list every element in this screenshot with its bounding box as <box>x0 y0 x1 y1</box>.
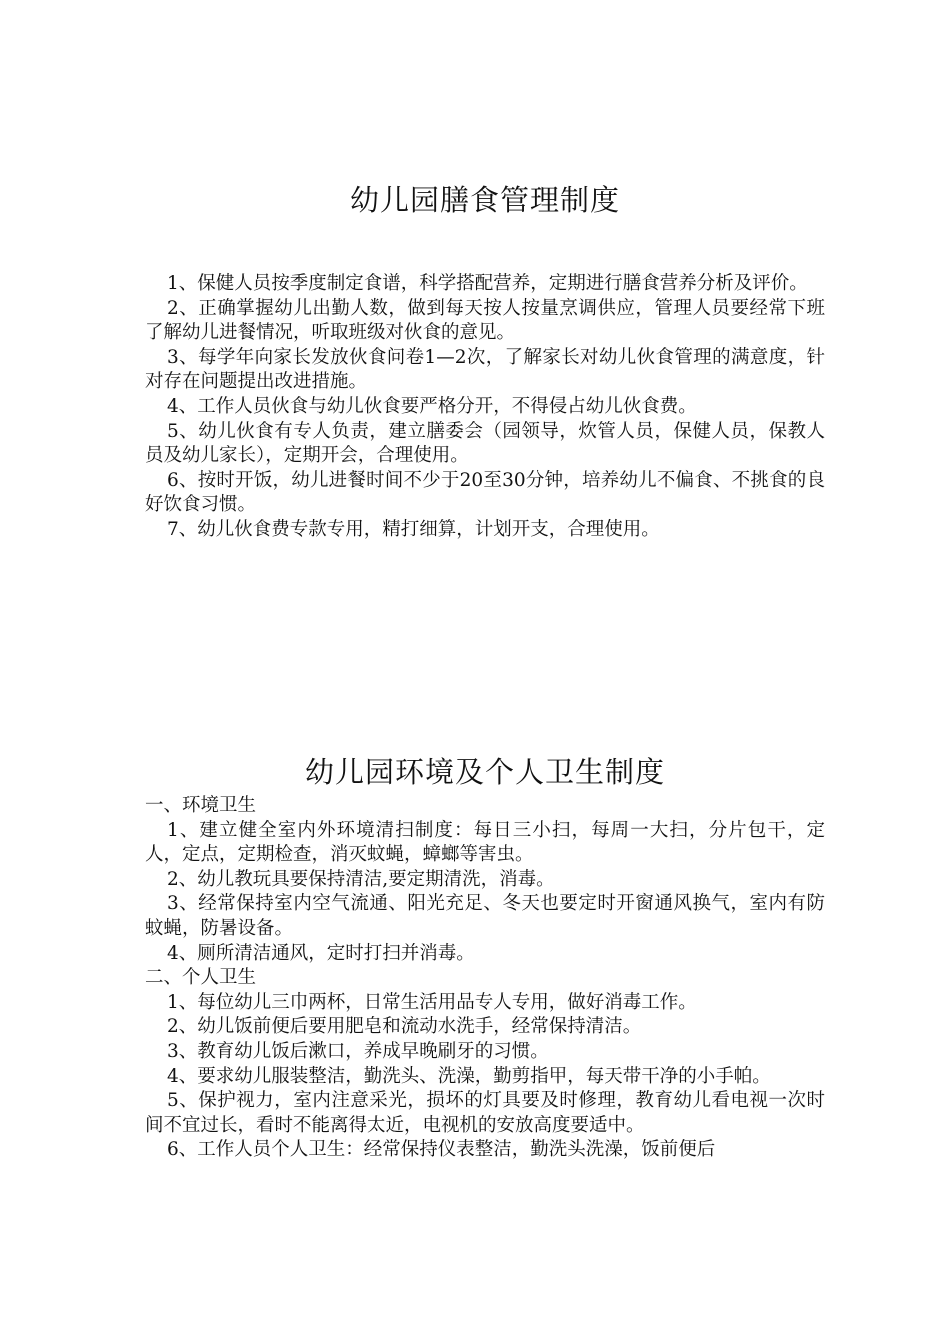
personal-rule-5: 5、保护视力，室内注意采光，损坏的灯具要及时修理，教育幼儿看电视一次时间不宜过长，看时不能离得太近，电视机的安放高度要适中。 <box>145 1090 825 1136</box>
meal-rule-1: 1、保健人员按季度制定食谱，科学搭配营养，定期进行膳食营养分析及评价。 <box>167 273 808 294</box>
meal-rule-7: 7、幼儿伙食费专款专用，精打细算，计划开支，合理使用。 <box>167 518 660 540</box>
meal-management-section <box>145 180 825 543</box>
personal-hygiene-heading: 二、个人卫生 <box>145 967 257 989</box>
meal-management-title: 幼儿园膳食管理制度 <box>349 183 620 217</box>
personal-rule-3: 3、教育幼儿饭后漱口，养成早晚刷牙的习惯。 <box>167 1040 549 1062</box>
meal-rule-3: 3、每学年向家长发放伙食问卷1—2次，了解家长对幼儿伙食管理的满意度，针对存在问题提出改进措施。 <box>145 346 825 393</box>
environment-rule-2: 2、幼儿教玩具要保持清洁,要定期清洗，消毒。 <box>167 868 555 890</box>
personal-rule-6: 6、工作人员个人卫生：经常保持仪表整洁，勤洗头洗澡，饭前便后 <box>167 1139 716 1161</box>
meal-rule-6: 6、按时开饭，幼儿进餐时间不少于20至30分钟，培养幼儿不偏食、不挑食的良好饮食习惯。 <box>145 469 825 516</box>
hygiene-section <box>145 752 825 1163</box>
personal-rule-1: 1、每位幼儿三巾两杯，日常生活用品专人专用，做好消毒工作。 <box>167 991 697 1013</box>
environment-rule-1: 1、建立健全室内外环境清扫制度：每日三小扫，每周一大扫，分片包干，定人，定点，定期检查，消灭蚊蝇，蟑螂等害虫。 <box>145 819 825 866</box>
meal-rule-5: 5、幼儿伙食有专人负责，建立膳委会（园领导，炊管人员，保健人员，保教人员及幼儿家长），定期开会，合理使用。 <box>145 420 825 467</box>
meal-rule-4: 4、工作人员伙食与幼儿伙食要严格分开，不得侵占幼儿伙食费。 <box>167 395 697 417</box>
meal-rule-2: 2、正确掌握幼儿出勤人数，做到每天按人按量烹调供应，管理人员要经常下班了解幼儿进餐情况，听取班级对伙食的意见。 <box>145 297 825 344</box>
personal-rule-2: 2、幼儿饭前便后要用肥皂和流动水洗手，经常保持清洁。 <box>167 1016 642 1038</box>
personal-rule-4: 4、要求幼儿服装整洁，勤洗头、洗澡，勤剪指甲，每天带干净的小手帕。 <box>167 1065 771 1087</box>
hygiene-title: 幼儿园环境及个人卫生制度 <box>304 755 665 789</box>
environment-rule-3: 3、经常保持室内空气流通、阳光充足、冬天也要定时开窗通风换气，室内有防蚊蝇，防暑设备。 <box>145 893 825 939</box>
environment-hygiene-heading: 一、环境卫生 <box>145 795 257 816</box>
environment-rule-4: 4、厕所清洁通风，定时打扫并消毒。 <box>167 942 475 964</box>
